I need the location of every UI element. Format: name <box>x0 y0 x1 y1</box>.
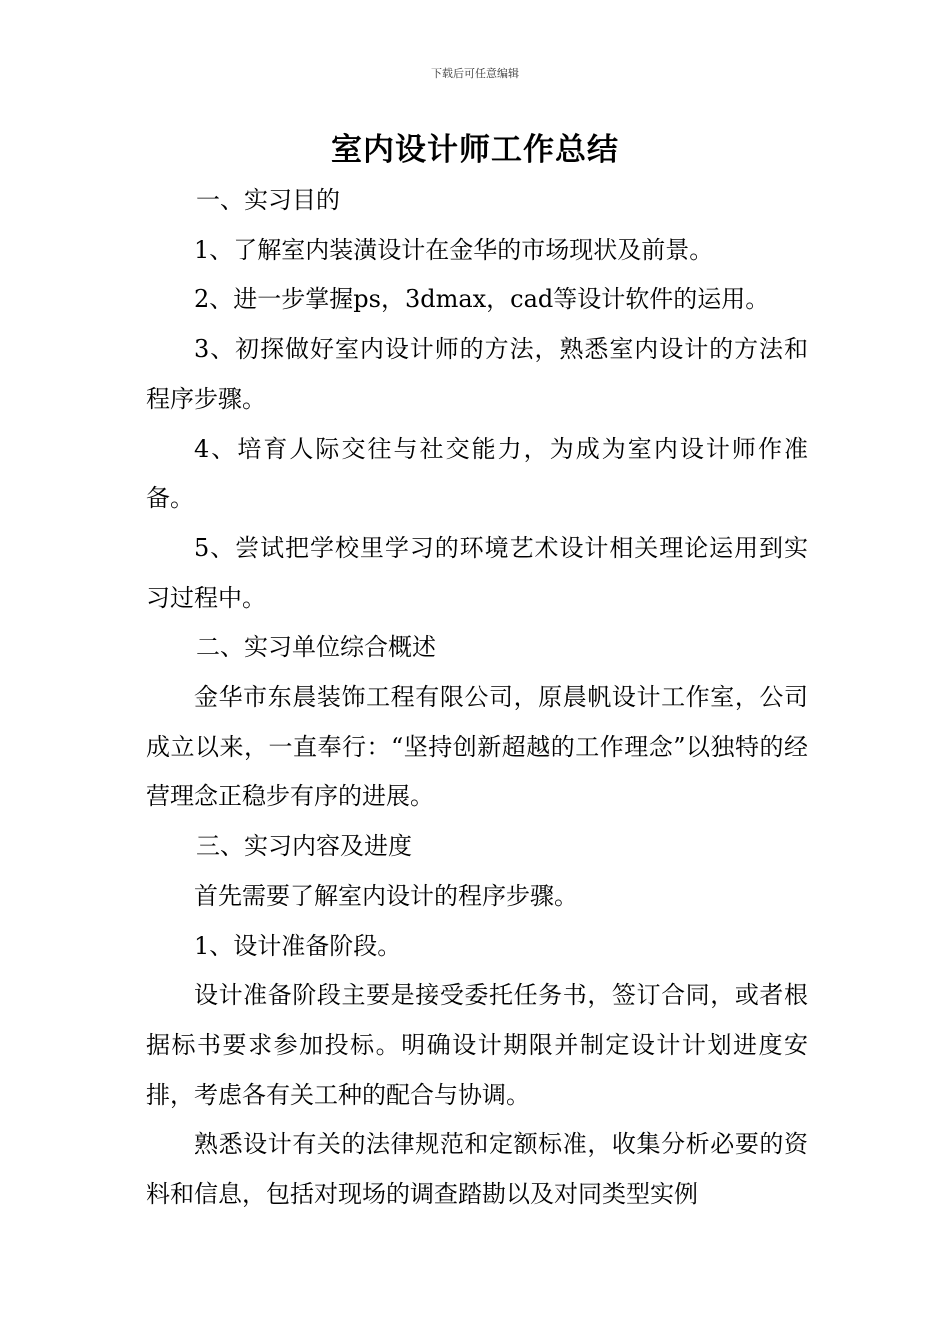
document-title: 室内设计师工作总结 <box>331 132 619 168</box>
paragraph-company-overview: 金华市东晨装饰工程有限公司，原晨帆设计工作室，公司成立以来，一直奉行：“坚持创新超越的工作理念”以独特的经营理念正稳步有序的进展。 <box>146 683 808 811</box>
paragraph-design-prep-description: 设计准备阶段主要是接受委托任务书，签订合同，或者根据标书要求参加投标。明确设计期限并制定设计计划进度安排，考虑各有关工种的配合与协调。 <box>146 981 808 1109</box>
paragraph-process-intro: 首先需要了解室内设计的程序步骤。 <box>194 881 578 910</box>
paragraph-purpose-1: 1、了解室内装潢设计在金华的市场现状及前景。 <box>194 235 714 264</box>
page-header: 下载后可任意编辑 <box>431 67 519 80</box>
paragraph-design-prep-heading: 1、设计准备阶段。 <box>194 931 402 960</box>
paragraph-design-regulations: 熟悉设计有关的法律规范和定额标准，收集分析必要的资料和信息，包括对现场的调查踏勘以及对同类型实例 <box>146 1130 808 1209</box>
section-heading-internship-content: 三、实习内容及进度 <box>196 832 412 861</box>
paragraph-purpose-3: 3、初探做好室内设计师的方法，熟悉室内设计的方法和程序步骤。 <box>146 335 808 413</box>
section-heading-company-overview: 二、实习单位综合概述 <box>196 633 436 662</box>
document-body <box>146 176 808 1220</box>
paragraph-purpose-5: 5、尝试把学校里学习的环境艺术设计相关理论运用到实习过程中。 <box>146 533 808 612</box>
paragraph-purpose-2: 2、进一步掌握ps，3dmax，cad等设计软件的运用。 <box>194 285 770 314</box>
paragraph-purpose-4: 4、培育人际交往与社交能力，为成为室内设计师作准备。 <box>146 434 808 513</box>
section-heading-purpose: 一、实习目的 <box>196 186 340 214</box>
